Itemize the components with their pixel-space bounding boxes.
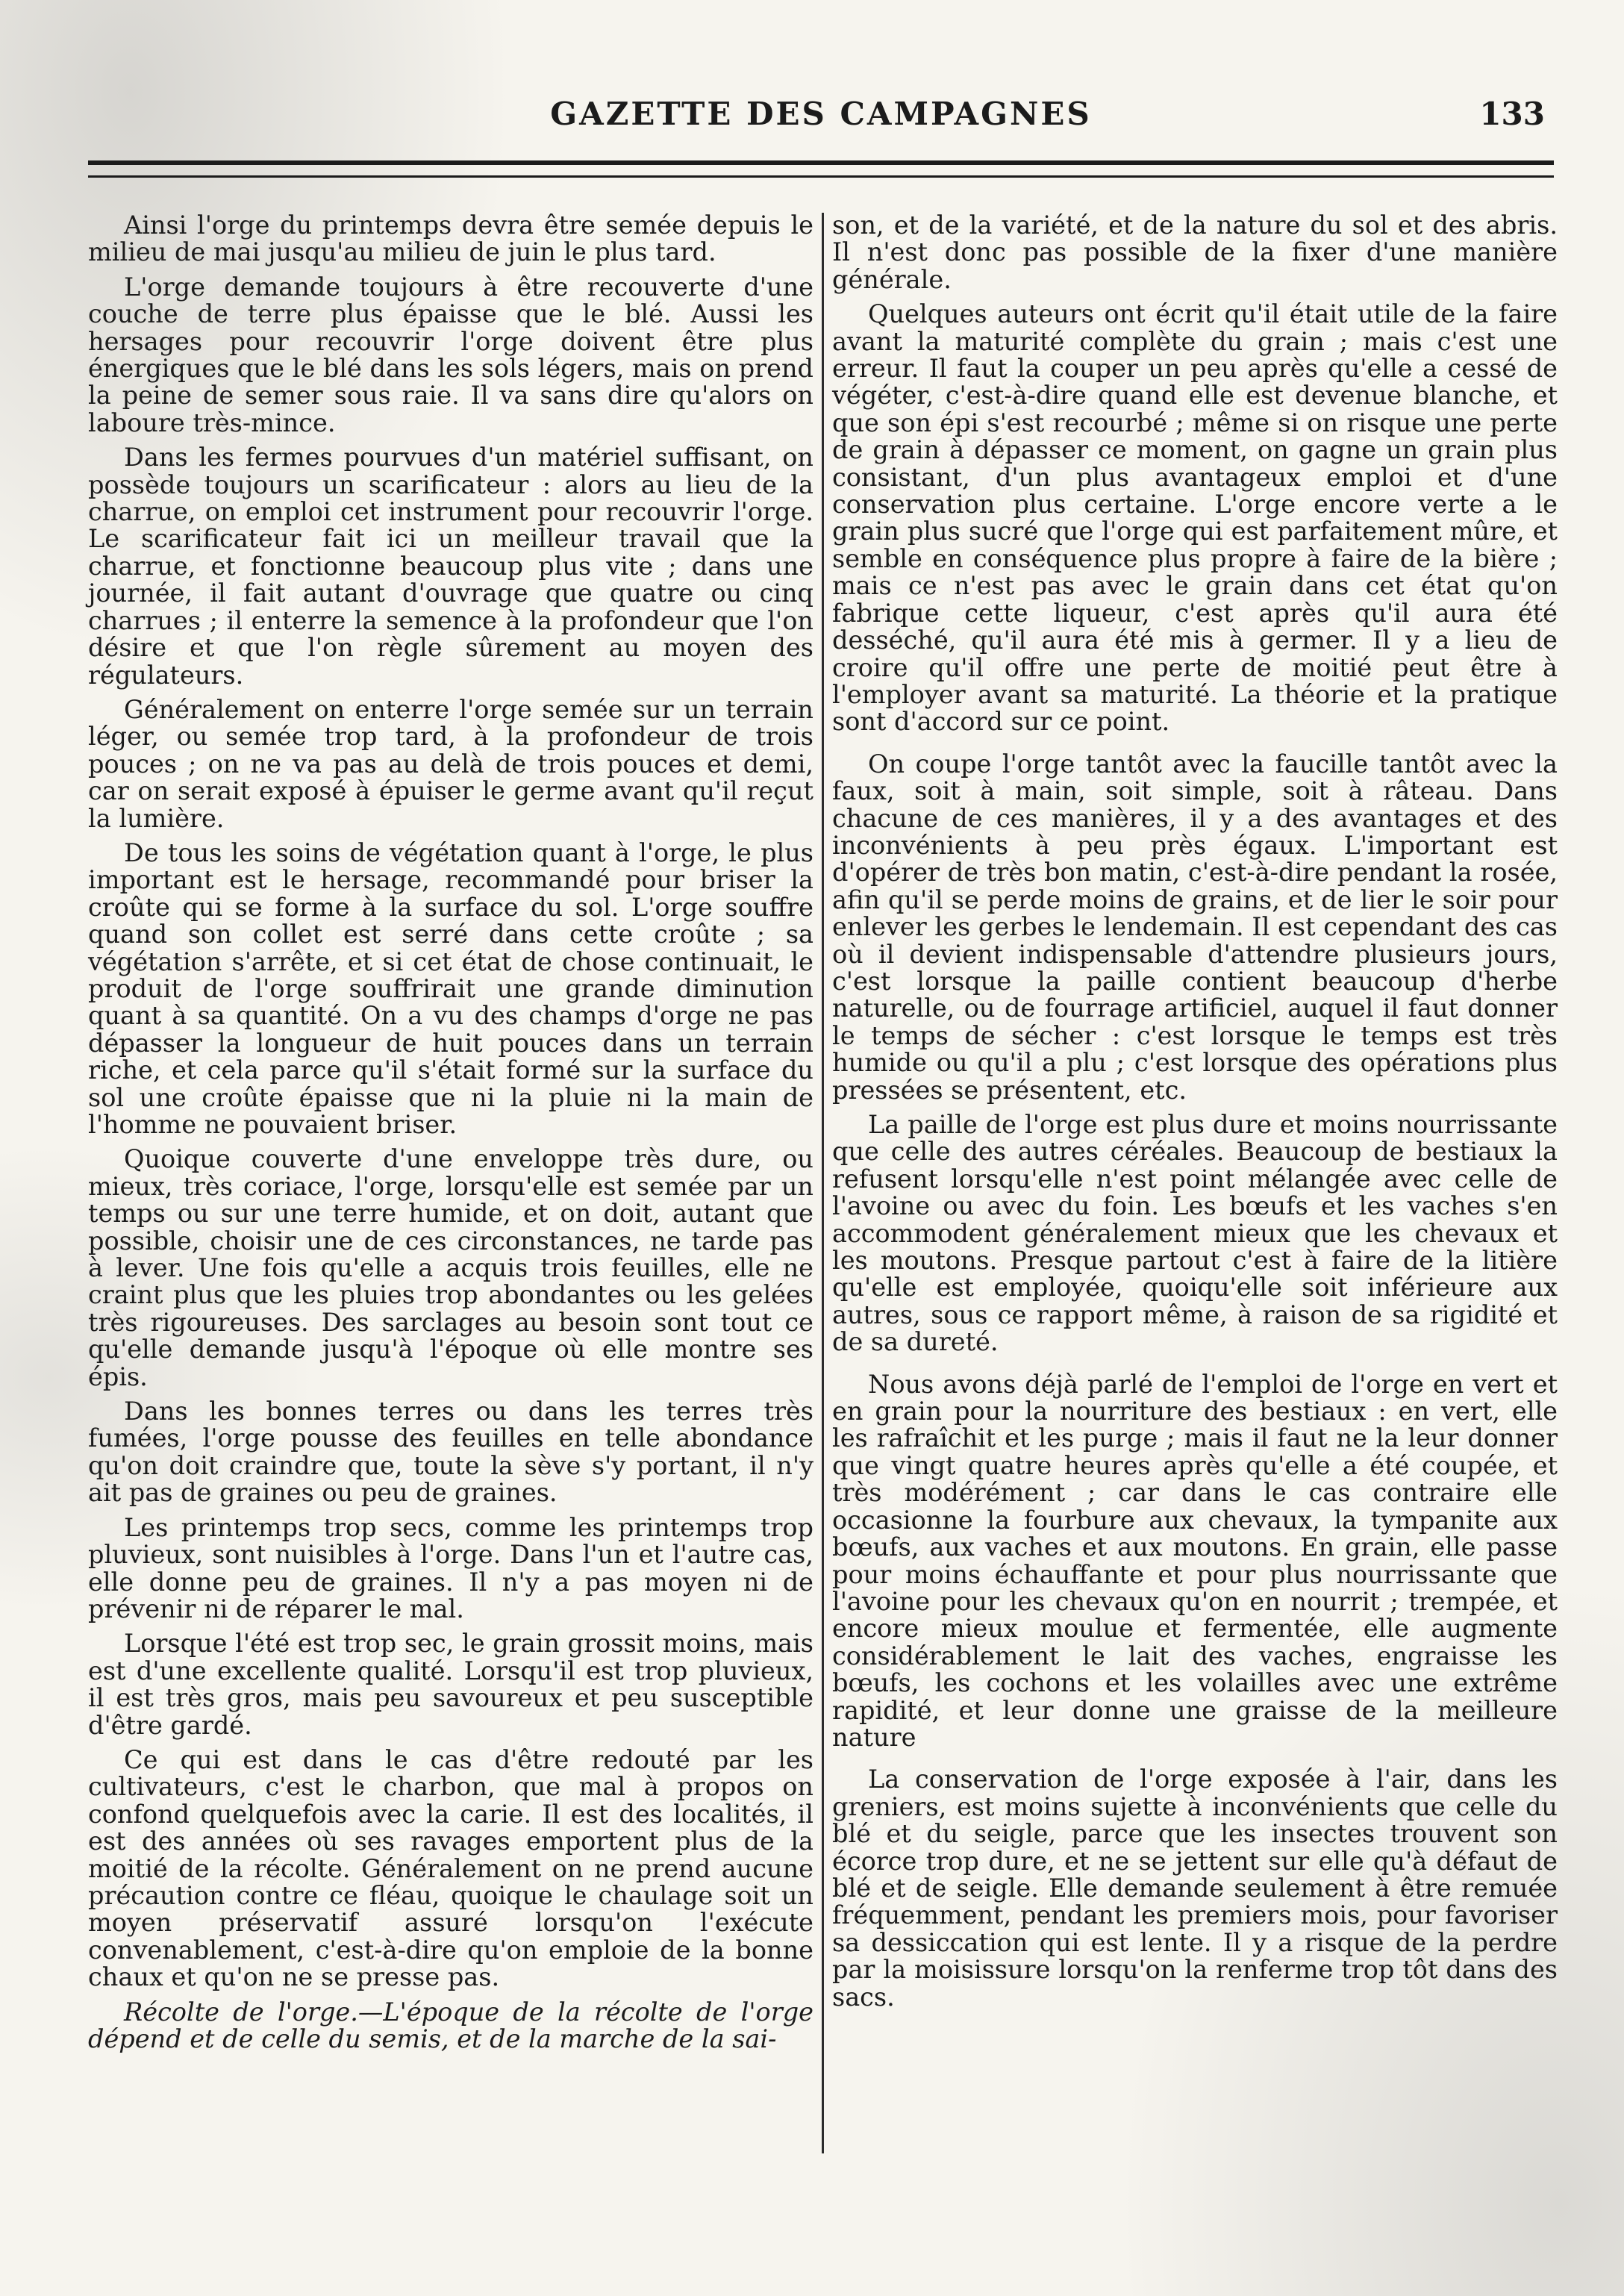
page-header — [90, 90, 1552, 142]
page-number: 133 — [1479, 96, 1545, 132]
paragraph: Nous avons déjà parlé de l'emploi de l'orge en vert et en grain pour la nourriture des bestiaux : en vert, elle les rafraîchit et les purge ; mais il faut ne la leur donner que vingt quatre heures après qu'elle a été coupée, et très modérément ; car dans le cas contraire elle occasionne la fourbure aux chevaux, la tympanite aux bœufs, aux vaches et aux moutons. En grain, elle passe pour moins échauffante et pour plus nourrissante que l'avoine pour les chevaux qu'on en nourrit ; trempée, et encore mieux moulue et fermentée, elle augmente considérablement le lait des vaches, engraisse les bœufs, les cochons et les volailles avec une extrême rapidité, et leur donne une graisse de la meilleure nature — [832, 1369, 1558, 1752]
paragraph: Ainsi l'orge du printemps devra être semée depuis le milieu de mai jusqu'au milieu de juin le plus tard. — [88, 210, 813, 267]
paragraph: Les printemps trop secs, comme les printemps trop pluvieux, sont nuisibles à l'orge. Dans l'un et l'autre cas, elle donne peu de graines. Il n'y a pas moyen ni de prévenir ni de réparer le mal. — [88, 1512, 813, 1623]
publication-title: GAZETTE DES CAMPAGNES — [550, 96, 1092, 132]
paragraph: Généralement on enterre l'orge semée sur un terrain léger, ou semée trop tard, à la profondeur de trois pouces ; on ne va pas au delà de trois pouces et demi, car on serait exposé à épuiser le germe avant qu'il reçut la lumière. — [88, 694, 813, 833]
paragraph: Ce qui est dans le cas d'être redouté par les cultivateurs, c'est le charbon, que mal à propos on confond quelquefois avec la carie. Il est des localités, il est des années où ses ravages emportent plus de la moitié de la récolte. Généralement on ne prend aucune précaution contre ce fléau, quoique le chaulage soit un moyen préservatif assuré lorsqu'on l'exécute convenablement, c'est-à-dire qu'on emploie de la bonne chaux et qu'on ne se presse pas. — [88, 1744, 813, 1992]
column-divider — [822, 213, 824, 2153]
paragraph: La paille de l'orge est plus dure et moins nourrissante que celle des autres céréales. Beaucoup de bestiaux la refusent lorsqu'elle n'est point mélangée avec celle de l'avoine ou avec du foin. Les bœufs et les vaches s'en accommodent généralement mieux que les chevaux et les moutons. Presque partout c'est à faire de la litière qu'elle est employée, quoiqu'elle soit inférieure aux autres, sous ce rapport même, à raison de sa rigidité et de sa dureté. — [832, 1110, 1558, 1357]
paragraph: Quoique couverte d'une enveloppe très dure, ou mieux, très coriace, l'orge, lorsqu'elle est semée par un temps ou sur une terre humide, et on doit, autant que possible, choisir une de ces circonstances, ne tarde pas à lever. Une fois qu'elle a acquis trois feuilles, elle ne craint plus que les pluies trop abondantes ou les gelées très rigoureuses. Des sarclages au besoin sont tout ce qu'elle demande jusqu'à l'époque où elle montre ses épis. — [88, 1144, 813, 1391]
right-column — [832, 212, 1558, 2018]
paragraph: Lorsque l'été est trop sec, le grain grossit moins, mais est d'une excellente qualité. Lorsqu'il est trop pluvieux, il est très gros, mais peu savoureux et peu susceptible d'être gardé. — [88, 1629, 813, 1740]
left-column — [88, 212, 813, 2060]
paragraph: Quelques auteurs ont écrit qu'il était utile de la faire avant la maturité complète du grain ; mais c'est une erreur. Il faut la couper un peu après qu'elle a cessé de végéter, c'est-à-dire quand elle est devenue blanche, et que son épi s'est recourbé ; même si on risque une perte de grain à dépasser ce moment, on gagne un grain plus consistant, d'un plus avantageux emploi et d'une conservation plus certaine. L'orge encore verte a le grain plus sucré que l'orge qui est parfaitement mûre, et semble en conséquence plus propre à faire de la bière ; mais ce n'est pas avec le grain dans cet état qu'on fabrique cette liqueur, c'est après qu'il aura été desséché, qu'il aura été mis à germer. Il y a lieu de croire qu'il offre une perte de moitié peut être à l'employer avant sa maturité. La théorie et la pratique sont d'accord sur ce point. — [832, 299, 1558, 737]
paragraph-continued: son, et de la variété, et de la nature du sol et des abris. Il n'est donc pas possible de la fixer d'une manière générale. — [832, 210, 1558, 294]
paragraph: L'orge demande toujours à être recouverte d'une couche de terre plus épaisse que le blé. Aussi les hersages pour recouvrir l'orge doivent être plus énergiques que le blé dans les sols légers, mais on prend la peine de semer sous raie. Il va sans dire qu'alors on laboure très-mince. — [88, 272, 813, 437]
paragraph-recolte-heading: Récolte de l'orge.—L'époque de la récolte de l'orge dépend et de celle du semis, et de la marche de la sai- — [88, 1997, 813, 2053]
paragraph: La conservation de l'orge exposée à l'air, dans les greniers, est moins sujette à inconvénients que celle du blé et du seigle, parce que les insectes trouvent son écorce trop dure, et ne se jettent sur elle qu'à défaut de blé et de seigle. Elle demande seulement à être remuée fréquemment, pendant les premiers mois, pour favoriser sa dessiccation qui est lente. Il y a risque de la perdre par la moisissure lorsqu'on la renferme trop tôt dans des sacs. — [832, 1765, 1558, 2012]
paragraph: De tous les soins de végétation quant à l'orge, le plus important est le hersage, recommandé pour briser la croûte qui se forme à la surface du sol. L'orge souffre quand son collet est serré dans cette croûte ; sa végétation s'arrête, et si cet état de chose continuait, le produit de l'orge souffrirait une grande diminution quant à sa quantité. On a vu des champs d'orge ne pas dépasser la longueur de huit pouces dans un terrain riche, et cela parce qu'il s'était formé sur la surface du sol une croûte épaisse que ni la pluie ni la main de l'homme ne pouvaient briser. — [88, 837, 813, 1139]
header-rule — [88, 160, 1554, 178]
paragraph: Dans les fermes pourvues d'un matériel suffisant, on possède toujours un scarificateur : alors au lieu de la charrue, on emploi cet instrument pour recouvrir l'orge. Le scarificateur fait ici un meilleur travail que la charrue, et fonctionne beaucoup plus vite ; dans une journée, il fait autant d'ouvrage que quatre ou cinq charrues ; il enterre la semence à la profondeur que l'on désire et que l'on règle sûrement au moyen des régulateurs. — [88, 443, 813, 690]
paragraph: On coupe l'orge tantôt avec la faucille tantôt avec la faux, soit à main, soit simple, soit à râteau. Dans chacune de ces manières, il y a des avantages et des inconvénients à peu près égaux. L'important est d'opérer de très bon matin, c'est-à-dire pendant la rosée, afin qu'il se perde moins de grains, et de lier le soir pour enlever les gerbes le lendemain. Il est cependant des cas où il devient indispensable d'attendre plusieurs jours, c'est lorsque la paille contient beaucoup d'herbe naturelle, ou de fourrage artificiel, auquel il faut donner le temps de sécher : c'est lorsque le temps est très humide ou qu'il a plu ; c'est lorsque des opérations plus pressées se présentent, etc. — [832, 749, 1558, 1105]
paragraph: Dans les bonnes terres ou dans les terres très fumées, l'orge pousse des feuilles en telle abondance qu'on doit craindre que, toute la sève s'y portant, il n'y ait pas de graines ou peu de graines. — [88, 1397, 813, 1508]
